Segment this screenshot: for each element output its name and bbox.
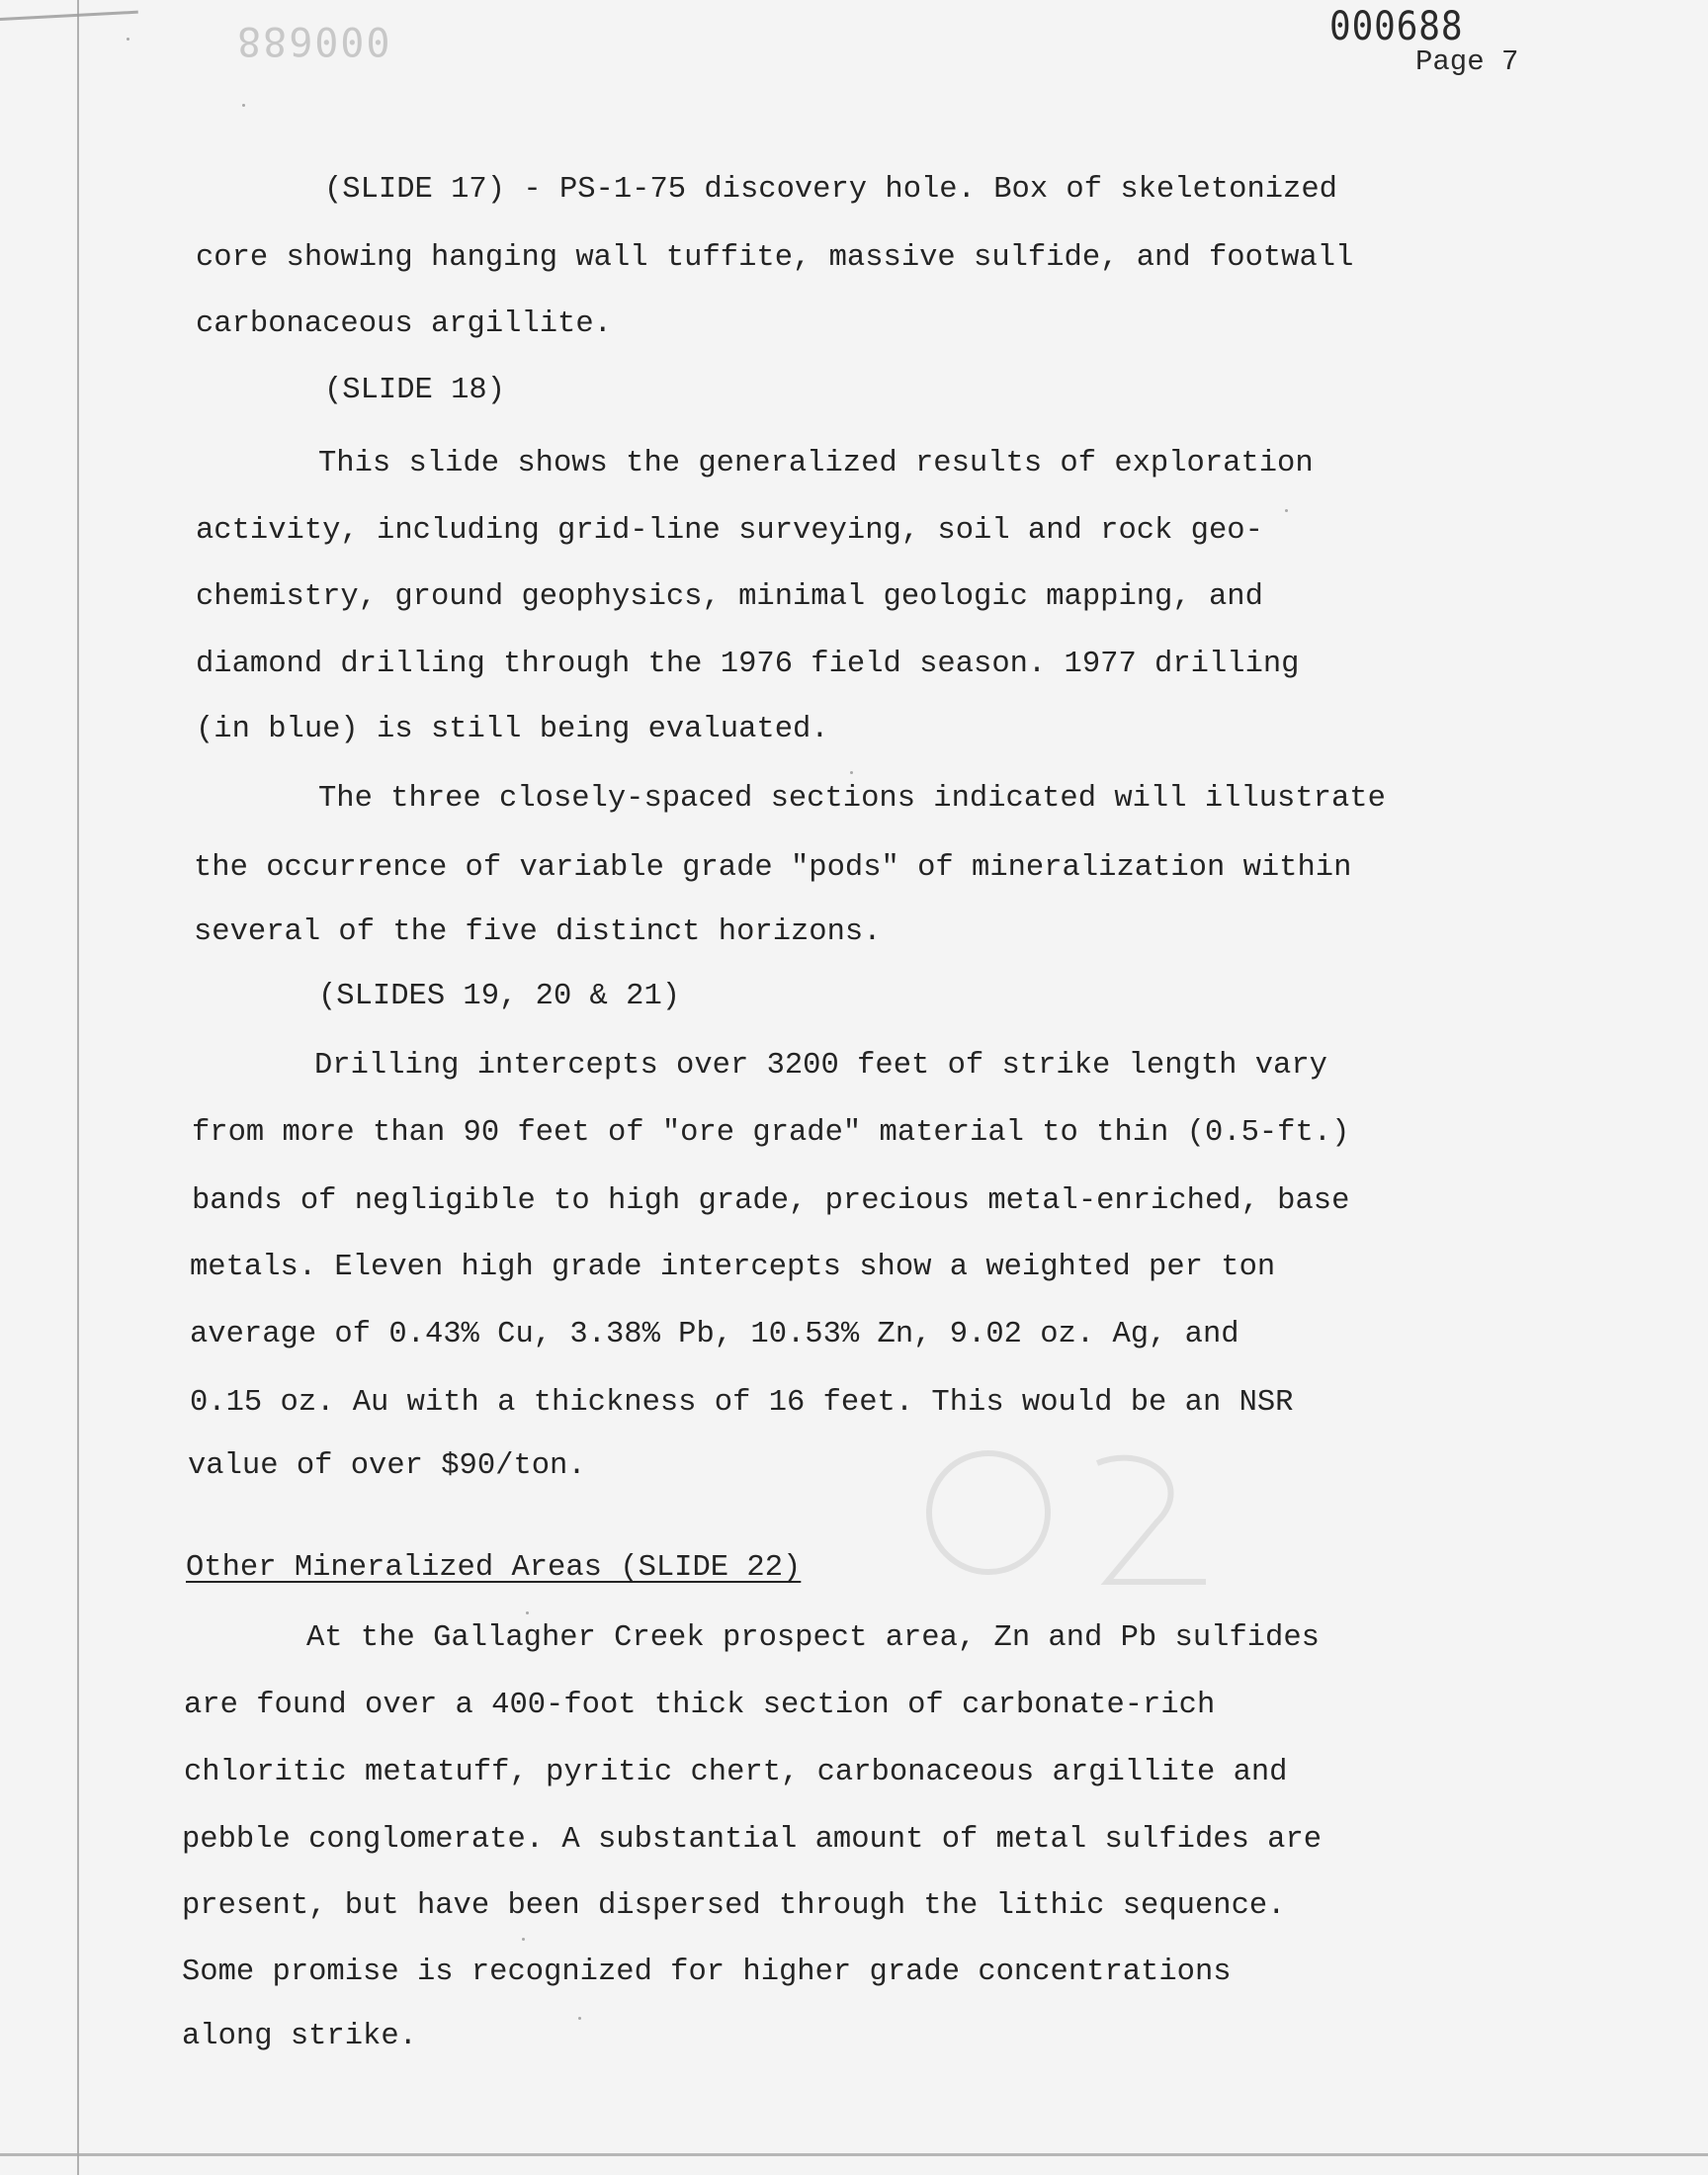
body-line: At the Gallagher Creek prospect area, Zn and Pb sulfides [306, 1621, 1320, 1655]
scan-speck [522, 1938, 525, 1941]
body-line: carbonaceous argillite. [196, 307, 612, 341]
section-heading: Other Mineralized Areas (SLIDE 22) [186, 1551, 802, 1585]
body-line: Some promise is recognized for higher grade concentrations [182, 1956, 1232, 1989]
body-line: This slide shows the generalized results of exploration [318, 447, 1314, 480]
body-line: several of the five distinct horizons. [194, 915, 882, 949]
body-line: are found over a 400-foot thick section of carbonate-rich [184, 1689, 1216, 1722]
body-line: from more than 90 feet of "ore grade" material to thin (0.5-ft.) [192, 1116, 1350, 1150]
body-line: value of over $90/ton. [188, 1449, 586, 1483]
body-line: diamond drilling through the 1976 field season. 1977 drilling [196, 648, 1300, 681]
scan-speck [242, 104, 245, 107]
body-line: core showing hanging wall tuffite, massive sulfide, and footwall [196, 241, 1354, 275]
bates-number: 000688 [1329, 4, 1464, 49]
body-line: 0.15 oz. Au with a thickness of 16 feet. This would be an NSR [190, 1386, 1294, 1420]
faint-watermark [919, 1404, 1236, 1621]
body-line: The three closely-spaced sections indicated will illustrate [318, 782, 1386, 816]
slide-reference: (SLIDES 19, 20 & 21) [318, 980, 681, 1013]
bottom-edge-rule [0, 2153, 1708, 2156]
body-line: along strike. [182, 2020, 417, 2053]
body-line: (SLIDE 17) - PS-1-75 discovery hole. Box of skeletonized [324, 173, 1337, 207]
slide-reference: (SLIDE 18) [324, 374, 506, 407]
body-line: present, but have been dispersed through the lithic sequence. [182, 1889, 1286, 1923]
body-line: Drilling intercepts over 3200 feet of strike length vary [314, 1049, 1327, 1083]
body-line: chemistry, ground geophysics, minimal geologic mapping, and [196, 580, 1263, 614]
left-margin-rule [77, 0, 79, 2175]
body-line: pebble conglomerate. A substantial amount of metal sulfides are [182, 1823, 1323, 1857]
scan-speck [127, 38, 129, 41]
page-number: Page 7 [1415, 45, 1519, 78]
body-line: metals. Eleven high grade intercepts show a weighted per ton [190, 1251, 1276, 1284]
scan-speck [850, 771, 853, 774]
scan-speck [526, 1611, 529, 1614]
scan-speck [578, 2017, 581, 2020]
bleed-through-stamp: 000688 [235, 18, 390, 63]
body-line: chloritic metatuff, pyritic chert, carbonaceous argillite and [184, 1756, 1288, 1789]
body-line: average of 0.43% Cu, 3.38% Pb, 10.53% Zn, 9.02 oz. Ag, and [190, 1318, 1239, 1351]
scan-speck [1285, 509, 1288, 512]
body-line: activity, including grid-line surveying, soil and rock geo- [196, 514, 1263, 548]
body-line: (in blue) is still being evaluated. [196, 713, 829, 746]
body-line: bands of negligible to high grade, precious metal-enriched, base [192, 1184, 1350, 1218]
corner-scan-mark [0, 0, 138, 21]
body-line: the occurrence of variable grade "pods" of mineralization within [194, 851, 1352, 885]
